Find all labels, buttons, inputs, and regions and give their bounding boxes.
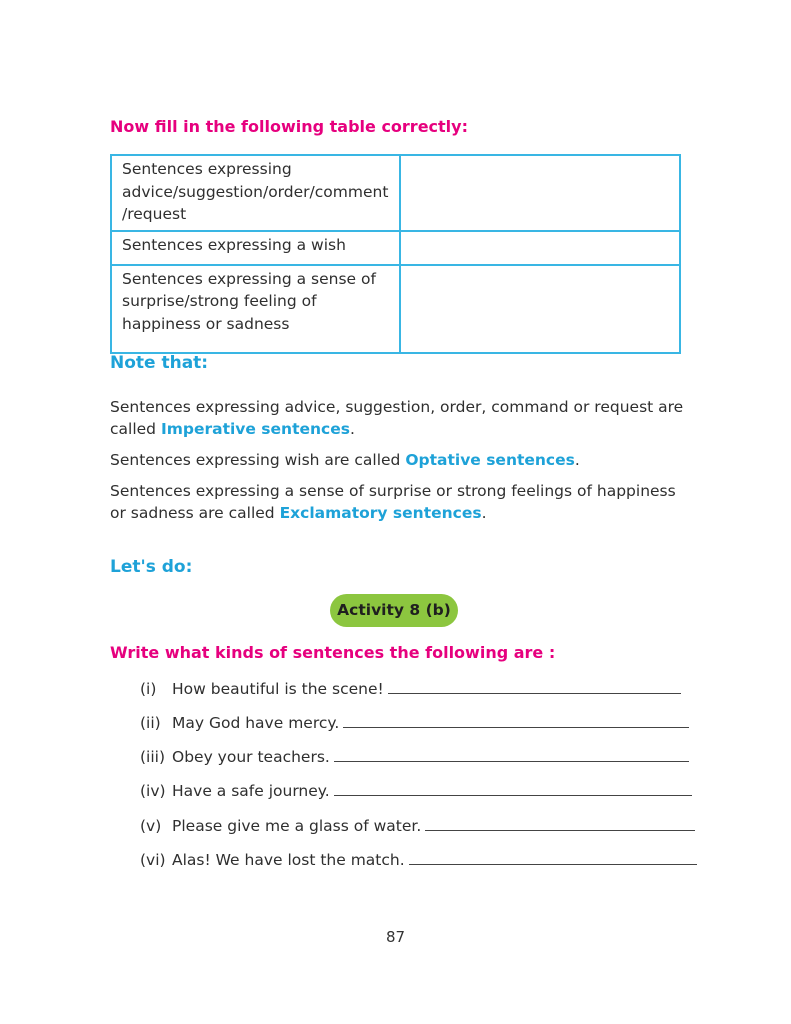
question-text: How beautiful is the scene! (172, 680, 384, 698)
answer-blank[interactable] (334, 780, 692, 796)
question-number: (iv) (140, 782, 166, 800)
note-text: Sentences expressing advice, suggestion, order, command or request are called (110, 398, 684, 438)
table-row (111, 155, 680, 231)
question-item (140, 712, 689, 732)
table-row-label: Sentences expressing a wish (111, 231, 400, 265)
note-punct: . (574, 451, 580, 469)
note-term: Optative sentences (405, 451, 575, 469)
question-number: (iii) (140, 748, 166, 766)
note-paragraph (110, 480, 685, 524)
question-text: Obey your teachers. (172, 748, 330, 766)
question-number: (v) (140, 817, 162, 835)
note-paragraph (110, 396, 685, 440)
question-item (140, 746, 689, 766)
note-text: Sentences expressing wish are called (110, 451, 406, 469)
note-term: Imperative sentences (160, 420, 350, 438)
answer-blank[interactable] (334, 746, 689, 762)
note-punct: . (481, 504, 487, 522)
question-item (140, 815, 695, 835)
question-text: May God have mercy. (172, 714, 340, 732)
question-number: (vi) (140, 851, 166, 869)
note-text: Sentences expressing a sense of surprise or strong feelings of happiness or sadness are called (110, 482, 676, 522)
table-row (111, 231, 680, 265)
question-text: Alas! We have lost the match. (172, 851, 405, 869)
table-answer-cell[interactable] (400, 265, 680, 353)
question-item (140, 780, 692, 800)
fill-in-table (110, 154, 681, 354)
question-item (140, 678, 681, 698)
question-number: (ii) (140, 714, 161, 732)
note-punct: . (349, 420, 355, 438)
table-row-label: Sentences expressing advice/suggestion/order/comment /request (111, 155, 400, 231)
answer-blank[interactable] (343, 712, 689, 728)
page-number: 87 (385, 928, 406, 946)
table-answer-cell[interactable] (400, 231, 680, 265)
question-text: Have a safe journey. (172, 782, 330, 800)
answer-blank[interactable] (425, 815, 695, 831)
answer-blank[interactable] (409, 849, 697, 865)
table-row-label: Sentences expressing a sense of surprise/strong feeling of happiness or sadness (111, 265, 400, 353)
question-item (140, 849, 697, 869)
instruction-heading: Write what kinds of sentences the following are : (110, 643, 556, 662)
note-heading: Note that: (110, 353, 209, 373)
question-text: Please give me a glass of water. (172, 817, 422, 835)
table-row (111, 265, 680, 353)
question-number: (i) (140, 680, 157, 698)
lets-do-heading: Let's do: (110, 557, 193, 577)
note-paragraph (110, 449, 685, 471)
table-answer-cell[interactable] (400, 155, 680, 231)
fill-table-heading: Now fill in the following table correctly: (110, 117, 468, 136)
note-term: Exclamatory sentences (279, 504, 482, 522)
activity-badge: Activity 8 (b) (330, 594, 458, 627)
answer-blank[interactable] (388, 678, 681, 694)
